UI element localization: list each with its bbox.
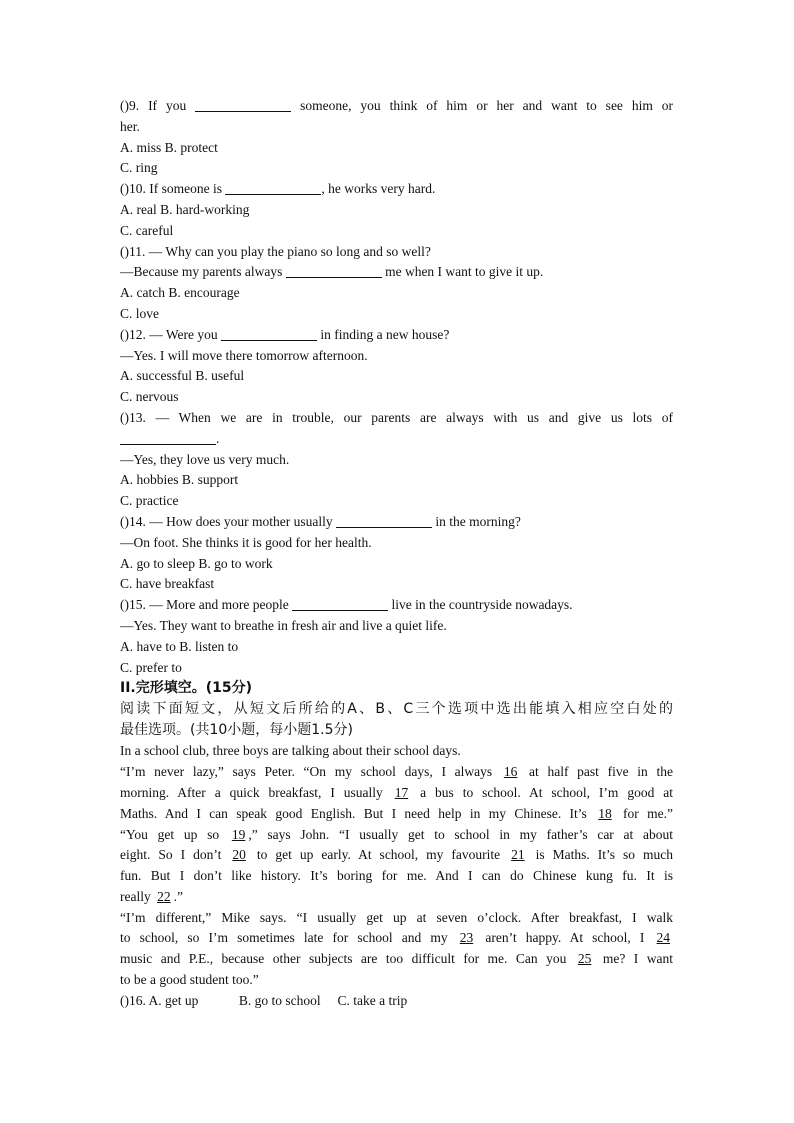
passage-line: morning. After a quick breakfast, I usually 17 a bus to school. At school, I’m good at — [120, 784, 674, 800]
blank-number: 20 — [232, 847, 246, 863]
passage-line: fun. But I don’t like history. It’s boring for me. And I can do Chinese kung fu. It is — [120, 868, 673, 884]
blank-number: 24 — [656, 930, 671, 946]
worksheet-page — [120, 96, 673, 1012]
option-ab: A. successful B. useful — [120, 368, 245, 384]
option-c: C. careful — [120, 222, 174, 238]
passage-line: Maths. And I can speak good English. But I need help in my Chinese. It’s 18 for me.” — [120, 805, 674, 821]
question-13: ()13. — When we are in trouble, our parents are always with us and give us lots of — [120, 409, 674, 425]
answer-line: —On foot. She thinks it is good for her health. — [120, 534, 372, 550]
answer-blank[interactable] — [286, 263, 382, 278]
passage-line: to be a good student too.” — [120, 972, 259, 988]
blank-number: 17 — [394, 784, 409, 800]
option-c: C. have breakfast — [120, 576, 215, 592]
section-title: II.完形填空。(15分) — [120, 680, 253, 697]
blank-number: 18 — [598, 805, 612, 821]
blank-number: 25 — [577, 951, 592, 967]
option-c: C. ring — [120, 160, 158, 176]
question-16: ()16. A. get up B. go to school C. take a trip — [120, 992, 408, 1008]
question-14: ()14. — How does your mother usually in the morning? — [120, 513, 521, 529]
answer-blank[interactable] — [120, 430, 216, 445]
answer-blank[interactable] — [336, 513, 432, 528]
option-ab: A. catch B. encourage — [120, 285, 240, 301]
question-9-cont: her. — [120, 118, 140, 134]
question-10: ()10. If someone is , he works very hard. — [120, 181, 436, 197]
blank-number: 22 — [157, 888, 171, 904]
section-instructions: 阅读下面短文，从短文后所给的A、B、C三个选项中选出能填入相应空白处的 — [120, 701, 673, 718]
passage-line: “You get up so 19 ,” says John. “I usually get to school in my father’s car at about — [120, 826, 674, 842]
passage-line: eight. So I don’t 20 to get up early. At school, my favourite 21 is Maths. It’s so much — [120, 847, 674, 863]
option-ab: A. miss B. protect — [120, 139, 218, 155]
passage-line: music and P.E., because other subjects are too difficult for me. Can you 25 me? I want — [120, 951, 674, 967]
question-13-cont: . — [120, 429, 673, 450]
option-c: C. practice — [120, 493, 179, 509]
blank-number: 23 — [459, 930, 474, 946]
answer-line: —Yes. They want to breathe in fresh air and live a quiet life. — [120, 617, 447, 633]
passage-line: “I’m never lazy,” says Peter. “On my school days, I always 16 at half past five in the — [120, 764, 673, 780]
option-c: C. nervous — [120, 389, 179, 405]
passage-intro: In a school club, three boys are talking about their school days. — [120, 743, 461, 759]
option-c: C. love — [120, 305, 159, 321]
option-ab: A. hobbies B. support — [120, 472, 239, 488]
blank-number: 21 — [511, 847, 525, 863]
option-c: C. prefer to — [120, 659, 182, 675]
answer-blank[interactable] — [225, 180, 321, 195]
answer-blank[interactable] — [221, 326, 317, 341]
option-ab: A. real B. hard-working — [120, 201, 250, 217]
blank-number: 16 — [503, 764, 518, 780]
answer-line: —Yes. I will move there tomorrow afternoon. — [120, 347, 368, 363]
answer-line: —Yes, they love us very much. — [120, 451, 290, 467]
answer-line: —Because my parents always me when I want to give it up. — [120, 264, 544, 280]
answer-blank[interactable] — [292, 596, 388, 611]
question-12: ()12. — Were you in finding a new house? — [120, 326, 450, 342]
passage-line: to school, so I’m sometimes late for school and my 23 aren’t happy. At school, I 24 — [120, 928, 673, 949]
blank-number: 19 — [231, 826, 246, 842]
question-15: ()15. — More and more people live in the countryside nowadays. — [120, 597, 573, 613]
passage-line: “I’m different,” Mike says. “I usually get up at seven o’clock. After breakfast, I walk — [120, 909, 673, 925]
question-11: ()11. — Why can you play the piano so long and so well? — [120, 243, 431, 259]
option-ab: A. have to B. listen to — [120, 638, 239, 654]
section-instructions-cont: 最佳选项。(共10小题，每小题1.5分) — [120, 722, 354, 739]
passage-line: really 22 .” — [120, 888, 183, 904]
question-9: ()9. If you someone, you think of him or her and want to see him or — [120, 98, 674, 113]
answer-blank[interactable] — [195, 97, 291, 112]
option-ab: A. go to sleep B. go to work — [120, 555, 273, 571]
